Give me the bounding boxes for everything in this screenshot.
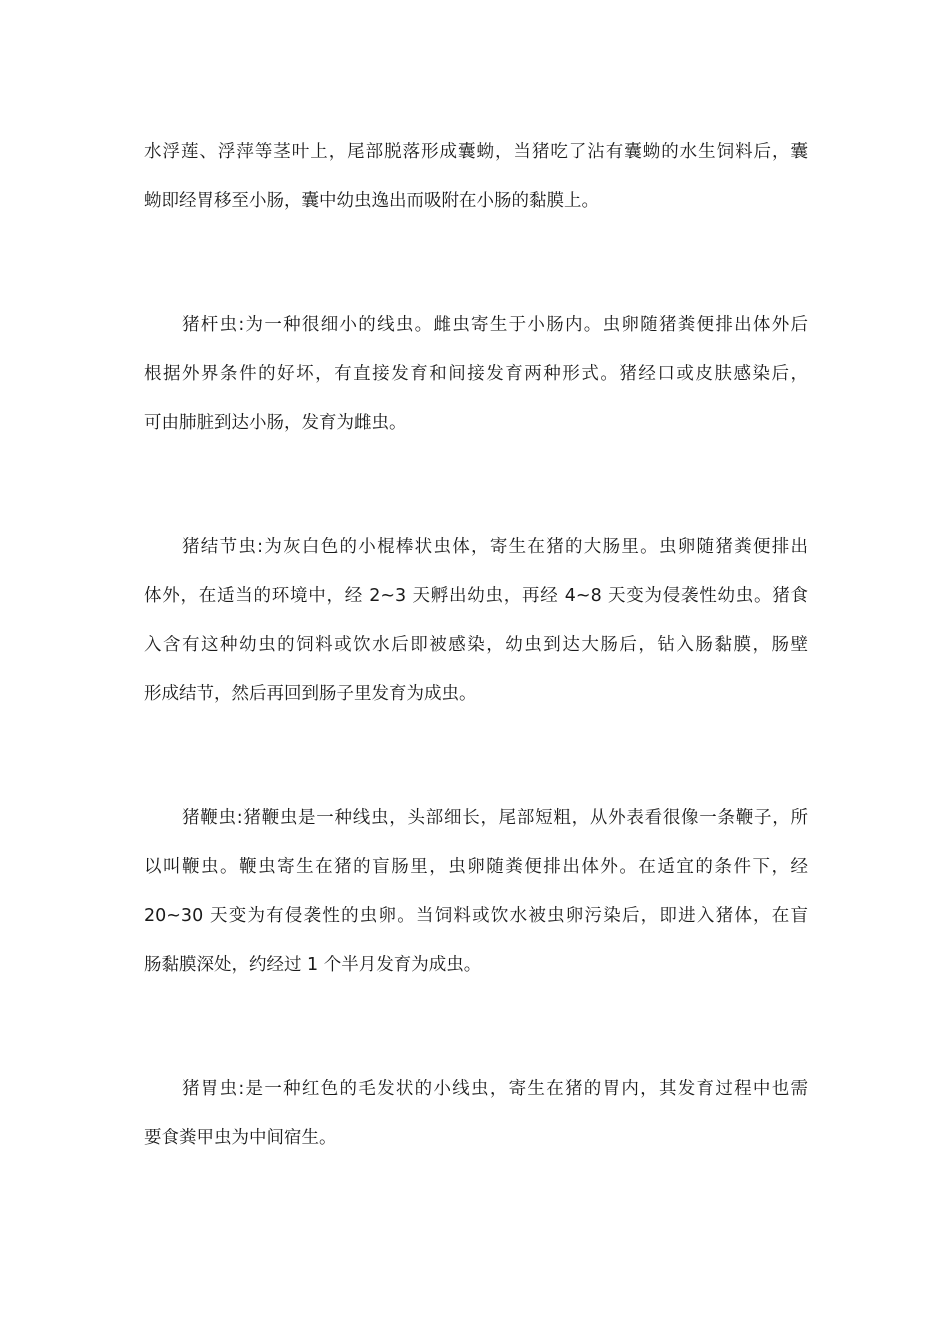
paragraph-1-line-2: 蚴即经胃移至小肠，囊中幼虫逸出而吸附在小肠的黏膜上。: [144, 191, 599, 211]
paragraph-2-line-1: 猪杆虫:为一种很细小的线虫。雌虫寄生于小肠内。虫卵随猪粪便排出体外后: [182, 315, 808, 335]
paragraph-4-line-4: 肠黏膜深处，约经过 1 个半月发育为成虫。: [144, 955, 482, 975]
paragraph-1-line-1: 水浮莲、浮萍等茎叶上，尾部脱落形成囊蚴，当猪吃了沾有囊蚴的水生饲料后，囊: [144, 142, 808, 162]
paragraph-3-line-1: 猪结节虫:为灰白色的小棍棒状虫体，寄生在猪的大肠里。虫卵随猪粪便排出: [182, 537, 808, 557]
paragraph-4-line-3: 20~30 天变为有侵袭性的虫卵。当饲料或饮水被虫卵污染后，即进入猪体，在盲: [144, 906, 808, 926]
paragraph-3-line-3: 入含有这种幼虫的饲料或饮水后即被感染，幼虫到达大肠后，钻入肠黏膜，肠壁: [144, 635, 808, 655]
paragraph-2-line-3: 可由肺脏到达小肠，发育为雌虫。: [144, 413, 407, 433]
paragraph-2-line-2: 根据外界条件的好坏，有直接发育和间接发育两种形式。猪经口或皮肤感染后，: [144, 364, 808, 384]
paragraph-3-line-2: 体外，在适当的环境中，经 2~3 天孵出幼虫，再经 4~8 天变为侵袭性幼虫。猪食: [144, 586, 808, 606]
paragraph-3-line-4: 形成结节，然后再回到肠子里发育为成虫。: [144, 684, 477, 704]
paragraph-5-line-1: 猪胃虫:是一种红色的毛发状的小线虫，寄生在猪的胃内，其发育过程中也需: [182, 1079, 808, 1099]
paragraph-4-line-1: 猪鞭虫:猪鞭虫是一种线虫，头部细长，尾部短粗，从外表看很像一条鞭子，所: [182, 808, 808, 828]
paragraph-5-line-2: 要食粪甲虫为中间宿生。: [144, 1128, 337, 1148]
paragraph-4-line-2: 以叫鞭虫。鞭虫寄生在猪的盲肠里，虫卵随粪便排出体外。在适宜的条件下，经: [144, 857, 808, 877]
